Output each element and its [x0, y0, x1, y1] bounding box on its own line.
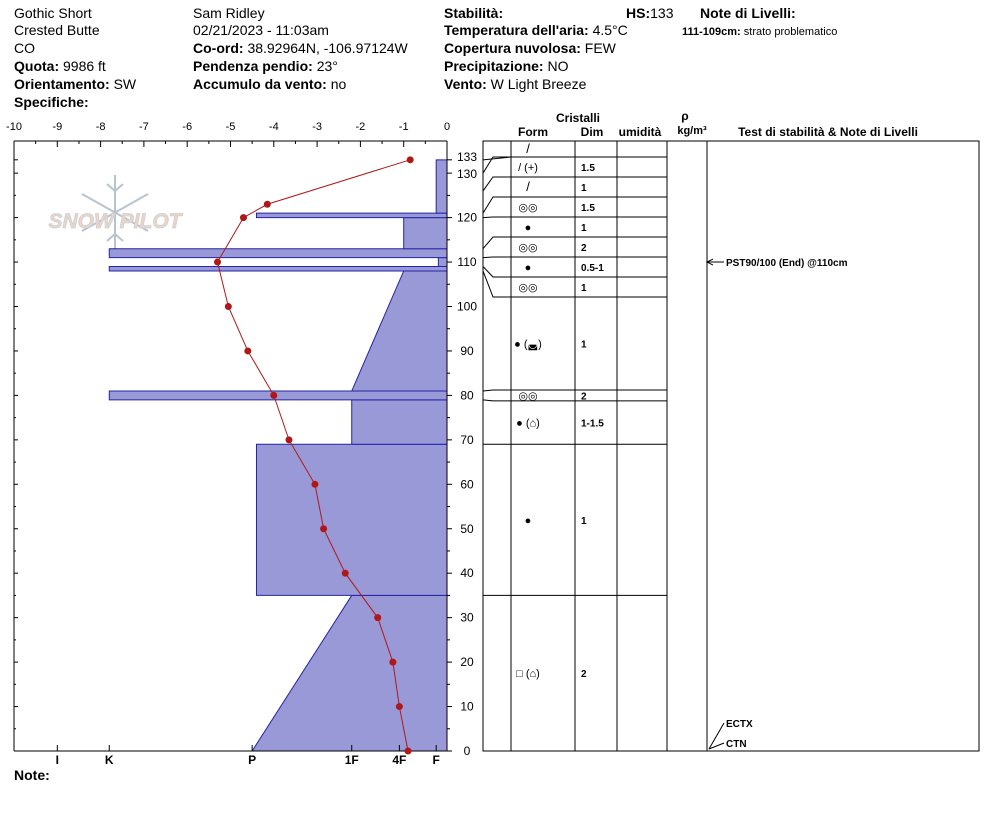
observer: Sam Ridley [193, 5, 265, 21]
crystal-size: 1 [581, 515, 587, 527]
hardness-bar [256, 213, 447, 217]
temperature-point [396, 703, 403, 710]
layer-notes-label: Note di Livelli: [700, 5, 796, 21]
height-tick-label: 70 [460, 432, 474, 447]
height-tick-label: 90 [460, 343, 474, 358]
hardness-bar [109, 266, 447, 270]
height-tick-label: 60 [460, 477, 474, 492]
hardness-bar [109, 391, 447, 400]
temperature-tick-label: -8 [95, 121, 106, 133]
layer-connector [483, 197, 511, 213]
crystal-size: 0.5-1 [581, 263, 604, 274]
crystals-header: Cristalli [555, 111, 601, 125]
hardness-bar [352, 400, 447, 444]
hs-label: HS: [626, 5, 651, 21]
temperature-tick-label: -7 [139, 121, 149, 133]
height-tick-label: 20 [460, 655, 474, 670]
wind-loading-value: no [330, 76, 347, 92]
form-header: Form [518, 125, 548, 139]
layer-table [483, 109, 979, 751]
test-label: CTN [726, 739, 747, 750]
layer-connector [483, 266, 511, 277]
crystal-size: 1 [581, 339, 587, 351]
test-label: PST90/100 (End) @110cm [726, 258, 848, 270]
state: CO [14, 40, 35, 56]
cloud-label: Copertura nuvolosa: [444, 40, 581, 56]
crystal-form: ● [524, 222, 532, 234]
moisture-header: umidità [618, 125, 662, 139]
test-pointer-line [709, 723, 724, 749]
hardness-tick-label: K [104, 753, 114, 767]
hardness-bar [256, 444, 447, 595]
crystal-size: 2 [581, 391, 587, 403]
crystal-size: 1.5 [581, 163, 595, 174]
height-tick-label: 130 [456, 167, 478, 182]
temperature-tick-label: -10 [6, 121, 22, 133]
location: Gothic Short [14, 5, 92, 21]
coords-label: Co-ord: [193, 40, 244, 56]
temperature-tick-label: -3 [312, 121, 322, 133]
temperature-tick-label: -4 [268, 121, 279, 133]
hs-value: 133 [650, 5, 674, 21]
temperature-point [342, 570, 349, 577]
datetime: 02/21/2023 - 11:03am [193, 22, 329, 38]
aspect-label: Orientamento: [14, 76, 110, 92]
layer-connector [483, 271, 511, 297]
temperature-tick-label: -9 [52, 121, 63, 133]
crystal-form: ● (◛) [514, 338, 542, 351]
hardness-bar [352, 271, 447, 391]
aspect-value: SW [113, 76, 137, 92]
precip-value: NO [547, 58, 569, 74]
temperature-tick-label: 0 [443, 121, 451, 133]
temperature-point [285, 436, 292, 443]
slope-value: 23° [316, 58, 338, 74]
layer-connector [483, 217, 511, 218]
crystal-form: ● [524, 262, 532, 274]
temperature-point [311, 481, 318, 488]
elevation-value: 9986 ft [63, 58, 106, 74]
temperature-point [240, 214, 247, 221]
layer-connector [483, 400, 511, 401]
temperature-point [264, 201, 271, 208]
temperature-point [407, 156, 414, 163]
temperature-tick-label: -5 [225, 121, 236, 133]
height-tick-label: 80 [460, 388, 474, 403]
wind-label: Vento: [444, 76, 487, 92]
crystal-form: / [526, 179, 530, 194]
temperature-point [244, 347, 251, 354]
precip-label: Precipitazione: [444, 58, 544, 74]
height-tick-label: 0 [463, 744, 471, 758]
crystal-form: ◎◎ [518, 202, 538, 214]
air-temp-value: 4.5°C [592, 22, 628, 38]
layer-connector [483, 237, 511, 249]
wind-value: W Light Breeze [490, 76, 587, 92]
temperature-tick-label: -1 [398, 121, 409, 133]
height-tick-label: 50 [460, 521, 474, 536]
hardness-tick-label: I [55, 753, 59, 767]
air-temp-label: Temperatura dell'aria: [444, 22, 589, 38]
size-header: Dim [580, 125, 604, 139]
temperature-point [270, 392, 277, 399]
layer-connector [483, 257, 511, 258]
height-tick-label: 120 [456, 210, 478, 225]
crystal-form: / (+) [518, 162, 538, 174]
height-tick-label: 30 [460, 610, 474, 625]
area: Crested Butte [14, 22, 100, 38]
hardness-tick-label: 4F [392, 753, 407, 767]
crystal-form: ◎◎ [518, 282, 538, 294]
stability-tests [707, 258, 848, 750]
snowpilot-watermark [49, 175, 184, 250]
hardness-bar [438, 258, 447, 267]
layer-notes-range: 111-109cm: [682, 26, 741, 38]
height-tick-label: 110 [457, 255, 477, 270]
crystal-form: ◎◎ [518, 390, 538, 403]
crystal-size: 1 [581, 283, 587, 294]
density-symbol-header: ρ [681, 109, 689, 123]
layer-connector [483, 177, 511, 191]
height-tick-label: 40 [460, 566, 474, 581]
crystal-form: ● [524, 514, 532, 527]
layer-notes-text: strato problematico [743, 26, 838, 38]
temperature-point [374, 614, 381, 621]
density-unit-header: kg/m³ [677, 125, 707, 137]
watermark-text: SNOW PILOT [48, 210, 182, 233]
cloud-value: FEW [584, 40, 616, 56]
hardness-tick-label: F [432, 753, 440, 767]
stability-label: Stabilità: [444, 5, 504, 21]
elevation-label: Quota: [14, 58, 60, 74]
test-label: ECTX [726, 719, 753, 730]
tests-header: Test di stabilità & Note di Livelli [738, 125, 918, 139]
layer-connector [483, 390, 511, 391]
height-tick-label: 10 [460, 699, 474, 714]
slope-label: Pendenza pendio: [193, 58, 313, 74]
notes-label: Note: [14, 767, 50, 783]
temperature-point [320, 525, 327, 532]
crystal-size: 2 [581, 243, 587, 254]
crystal-form: □ (⌂) [516, 668, 540, 681]
crystal-size: 1-1.5 [581, 418, 604, 430]
height-tick-label: 133 [456, 149, 478, 164]
wind-loading-label: Accumulo da vento: [193, 76, 327, 92]
layer-table-frame [483, 141, 979, 751]
temperature-point [225, 303, 232, 310]
crystal-size: 1.5 [581, 203, 595, 214]
temperature-point [214, 259, 221, 266]
crystal-size: 2 [581, 669, 587, 681]
coords-value: 38.92964N, -106.97124W [247, 40, 408, 56]
hardness-bar [436, 160, 447, 213]
hardness-bar [109, 249, 447, 258]
hardness-bar [252, 595, 447, 751]
crystal-form: ◎◎ [518, 242, 538, 254]
crystal-form: ● (⌂) [516, 417, 540, 430]
crystal-form: / [526, 141, 530, 156]
hardness-tick-label: P [248, 753, 257, 767]
temperature-point [389, 659, 396, 666]
height-tick-label: 100 [456, 299, 478, 314]
hardness-tick-label: 1F [344, 753, 359, 767]
temperature-tick-label: -2 [355, 121, 366, 133]
hardness-bar [404, 218, 447, 249]
temperature-tick-label: -6 [182, 121, 193, 133]
temperature-point [405, 748, 412, 755]
specifics-label: Specifiche: [14, 94, 89, 110]
crystal-size: 1 [581, 223, 587, 234]
crystal-size: 1 [581, 183, 587, 194]
